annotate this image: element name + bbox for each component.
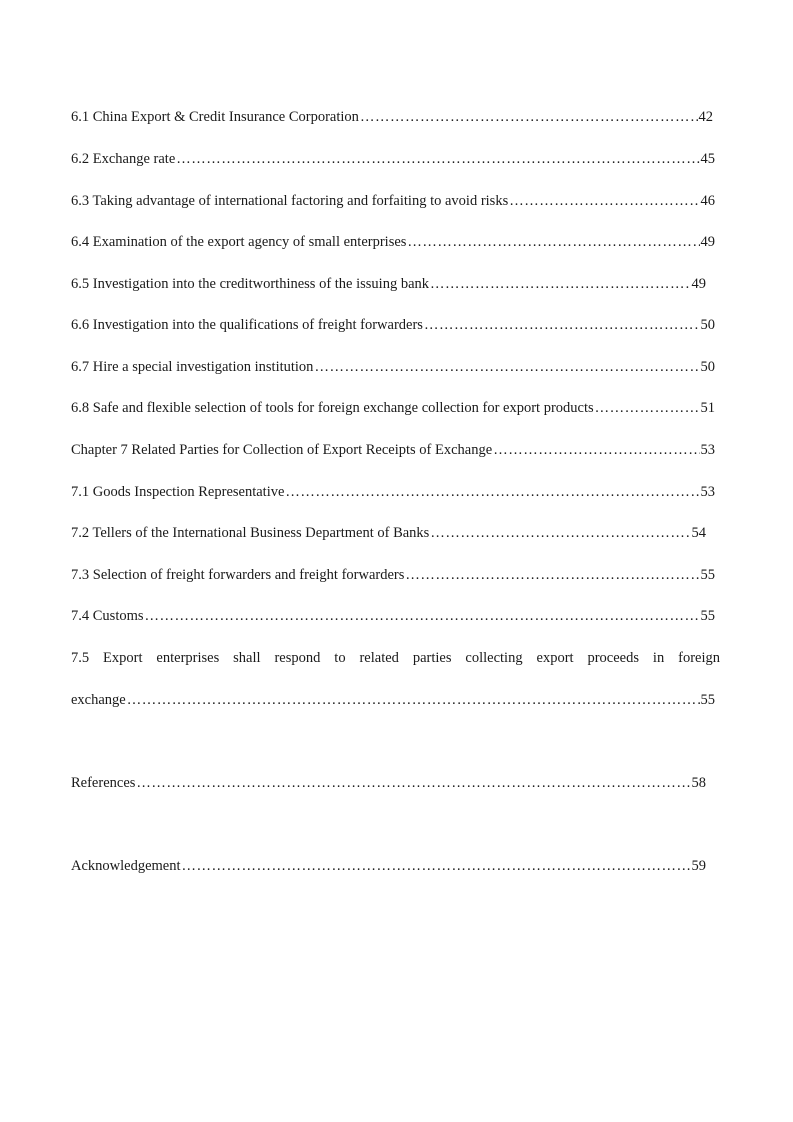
toc-entry-page: 55 xyxy=(700,567,715,583)
toc-entry[interactable] xyxy=(71,315,715,335)
toc-entry[interactable] xyxy=(71,107,713,127)
toc-leader-dots xyxy=(285,482,699,502)
toc-entry-page: 59 xyxy=(691,858,706,874)
toc-entry[interactable] xyxy=(71,398,715,418)
toc-entry-title: 6.2 Exchange rate xyxy=(71,151,176,167)
toc-leader-dots xyxy=(405,565,699,585)
toc-leader-dots xyxy=(407,232,699,252)
toc-entry-title: 7.4 Customs xyxy=(71,608,144,624)
toc-entry[interactable] xyxy=(71,856,706,876)
toc-entry-title: 6.6 Investigation into the qualifications of freight forwarders xyxy=(71,317,423,333)
toc-entry[interactable] xyxy=(71,690,715,710)
toc-leader-dots xyxy=(314,357,699,377)
toc-leader-dots xyxy=(430,274,690,294)
toc-entry-title: 7.3 Selection of freight forwarders and freight forwarders xyxy=(71,567,405,583)
toc-leader-dots xyxy=(430,523,690,543)
toc-entry[interactable] xyxy=(71,149,715,169)
toc-entry[interactable] xyxy=(71,482,715,502)
toc-entry[interactable] xyxy=(71,606,715,626)
toc-entry[interactable] xyxy=(71,523,706,543)
toc-leader-dots xyxy=(182,856,691,876)
toc-entry-title: 7.2 Tellers of the International Business Department of Banks xyxy=(71,525,430,541)
toc-leader-dots xyxy=(176,149,699,169)
toc-leader-dots xyxy=(145,606,700,626)
toc-leader-dots xyxy=(136,773,690,793)
toc-entry-page: 45 xyxy=(700,151,715,167)
toc-entry-page: 53 xyxy=(700,442,715,458)
toc-entry[interactable] xyxy=(71,440,715,460)
toc-entry[interactable] xyxy=(71,274,706,294)
toc-leader-dots xyxy=(127,690,700,710)
toc-entry-title: 6.5 Investigation into the creditworthiness of the issuing bank xyxy=(71,276,430,292)
toc-entry-title: 6.8 Safe and flexible selection of tools for foreign exchange collection for export products xyxy=(71,400,594,416)
toc-entry[interactable] xyxy=(71,191,715,211)
toc-entry-page: 50 xyxy=(700,317,715,333)
toc-leader-dots xyxy=(493,440,699,460)
toc-entry-title: Chapter 7 Related Parties for Collection of Export Receipts of Exchange xyxy=(71,442,493,458)
toc-leader-dots xyxy=(509,191,699,211)
toc-entry[interactable] xyxy=(71,357,715,377)
toc-entry-title: Acknowledgement xyxy=(71,858,181,874)
toc-entry-page: 49 xyxy=(700,234,715,250)
toc-entry-page: 58 xyxy=(691,775,706,791)
toc-leader-dots xyxy=(424,315,700,335)
toc-entry-page: 55 xyxy=(700,692,715,708)
toc-entry-title: References xyxy=(71,775,136,791)
toc-entry-multiline-first-line[interactable]: 7.5 Export enterprises shall respond to related parties collecting export proceeds in foreign xyxy=(71,650,720,666)
toc-leader-dots xyxy=(360,107,698,127)
toc-entry-title: 6.7 Hire a special investigation institution xyxy=(71,359,314,375)
toc-entry[interactable] xyxy=(71,232,715,252)
toc-entry-page: 46 xyxy=(700,193,715,209)
toc-entry-page: 49 xyxy=(691,276,706,292)
toc-entry[interactable] xyxy=(71,773,706,793)
toc-entry-page: 54 xyxy=(691,525,706,541)
toc-entry-title: 6.3 Taking advantage of international factoring and forfaiting to avoid risks xyxy=(71,193,509,209)
toc-entry-page: 42 xyxy=(698,109,713,125)
toc-entry-page: 50 xyxy=(700,359,715,375)
toc-entry-title: exchange xyxy=(71,692,126,708)
toc-entry-page: 51 xyxy=(700,400,715,416)
toc-entry[interactable] xyxy=(71,565,715,585)
toc-entry-page: 53 xyxy=(700,484,715,500)
toc-entry-title: 6.4 Examination of the export agency of small enterprises xyxy=(71,234,407,250)
toc-entry-page: 55 xyxy=(700,608,715,624)
toc-entry-title: 6.1 China Export & Credit Insurance Corporation xyxy=(71,109,359,125)
toc-entry-title: 7.1 Goods Inspection Representative xyxy=(71,484,285,500)
toc-leader-dots xyxy=(595,398,700,418)
